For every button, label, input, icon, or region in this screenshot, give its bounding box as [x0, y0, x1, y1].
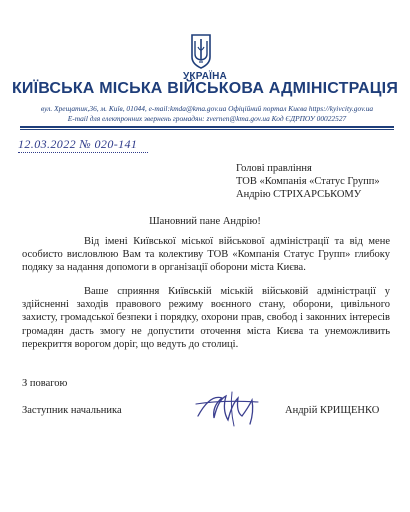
registration-underline: [18, 152, 148, 153]
country-name: УКРАЇНА: [183, 71, 227, 82]
address-line: вул. Хрещатик,36, м. Київ, 01044, e-mail:kmda@kma.gov.ua Офіційний портал Києва https://kyivcity.gov.ua: [40, 104, 374, 113]
addressee-name: Андрію СТРІХАРСЬКОМУ: [236, 189, 362, 200]
trident-emblem-icon: [190, 33, 212, 69]
addressee-company: ТОВ «Компанія «Статус Групп»: [236, 176, 380, 187]
signer-position: Заступник начальника: [22, 405, 122, 416]
salutation: Шановний пане Андрію!: [149, 216, 261, 227]
header-divider-thin: [20, 129, 394, 130]
organization-name: КИЇВСЬКА МІСЬКА ВІЙСЬКОВА АДМІНІСТРАЦІЯ: [11, 80, 399, 97]
body-paragraph-1: Від імені Київської міської військової адміністрації та від мене особисто висловлюю Вам та колективу ТОВ «Компанія Статус Групп» глибоку подяку за надання допомоги в організації оборони міста Києва.: [22, 236, 390, 274]
body-paragraph-2: Ваше сприяння Київській міській військовій адміністрації у здійсненні заходів правового режиму воєнного стану, оборони, цивільного захисту, громадської безпеки і порядку, охорони прав, свобод і законних інтересів громадян дасть змогу не допустити оточення міста Києва та унеможливить перекриття ворогом доріг, що ведуть до столиці.: [22, 286, 390, 350]
contact-line: E-mail для електронних звернень громадян: zvernen@kma.gov.ua Код ЄДРПОУ 00022527: [67, 114, 347, 123]
addressee-title: Голові правління: [236, 163, 312, 174]
signer-name: Андрій КРИЩЕНКО: [285, 405, 380, 416]
closing-regards: З повагою: [22, 378, 68, 389]
header-divider: [20, 126, 394, 128]
handwritten-signature: [192, 386, 272, 430]
registration-number: 12.03.2022 № 020-141: [18, 137, 138, 151]
